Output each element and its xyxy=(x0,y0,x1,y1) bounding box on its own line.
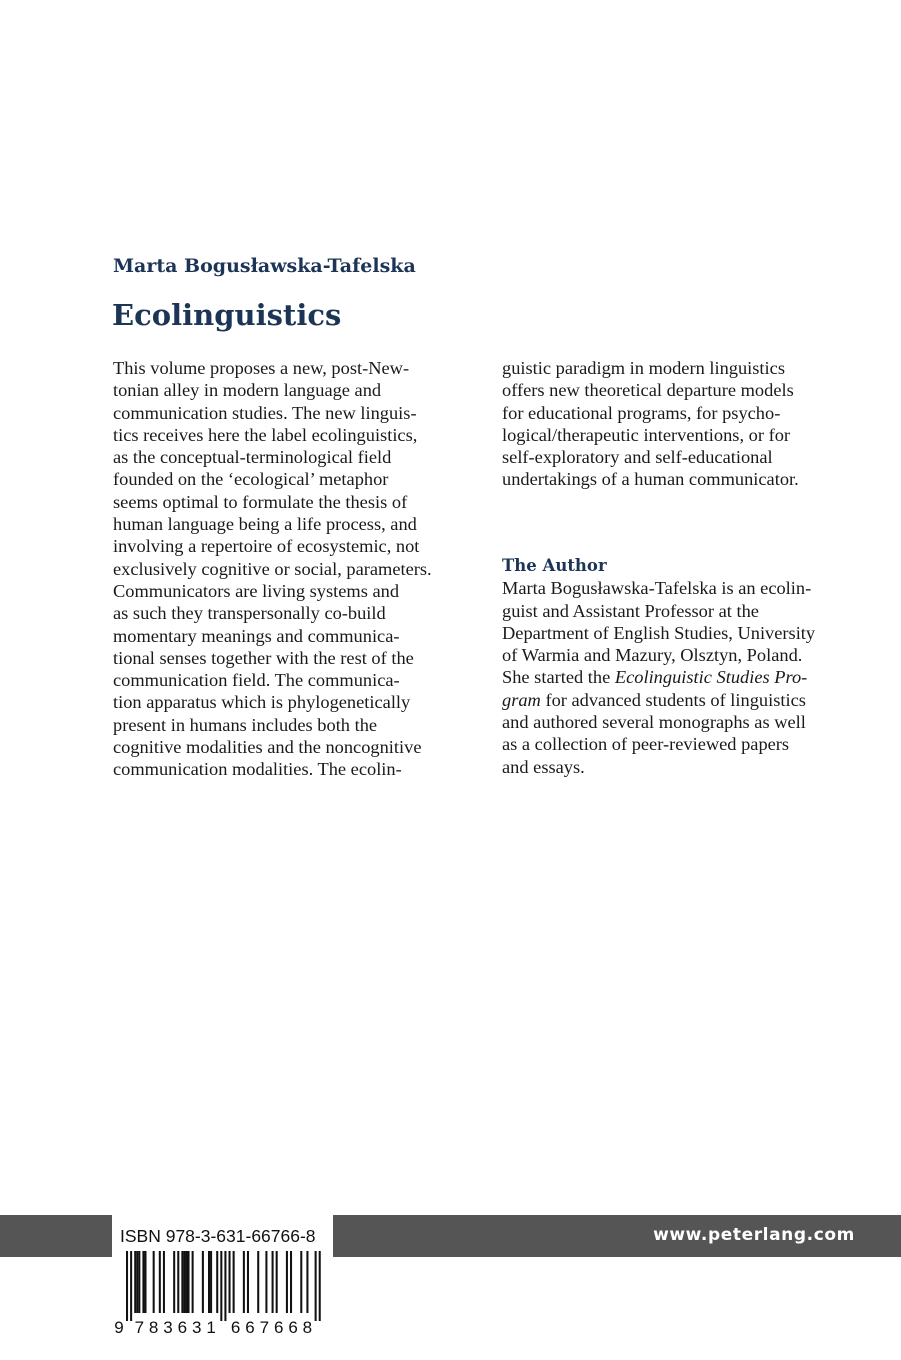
description-line: as the conceptual-terminological field xyxy=(113,447,392,468)
barcode-digit: 6 xyxy=(177,1318,188,1336)
publisher-website: www.peterlang.com xyxy=(653,1225,855,1245)
description-line: exclusively cognitive or social, parameters. xyxy=(113,558,432,579)
barcode-bar xyxy=(247,1251,249,1313)
barcode-digit: 1 xyxy=(206,1318,216,1336)
barcode-guard-bar xyxy=(224,1251,226,1321)
book-title: Ecolinguistics xyxy=(112,298,342,332)
description-line: self-exploratory and self-educational xyxy=(502,447,773,468)
description-line: tonian alley in modern language and xyxy=(113,380,382,401)
barcode-digit: 6 xyxy=(230,1318,241,1336)
barcode-bar xyxy=(181,1251,183,1313)
description-line: seems optimal to formulate the thesis of xyxy=(113,491,408,512)
barcode-box xyxy=(112,1215,333,1336)
barcode-bar xyxy=(210,1251,212,1313)
barcode-guard-bar xyxy=(130,1251,132,1321)
barcode-digit: 7 xyxy=(134,1318,145,1336)
barcode-bar xyxy=(134,1251,136,1313)
description-line: as such they transpersonally co-build xyxy=(113,603,386,624)
about-author-heading: The Author xyxy=(502,556,607,575)
description-line: guistic paradigm in modern linguistics xyxy=(502,358,785,378)
barcode-bar xyxy=(177,1251,179,1313)
author-bio-text: for advanced students of linguistics xyxy=(540,689,806,710)
description-line: Communicators are living systems and xyxy=(113,580,400,601)
barcode-bar xyxy=(185,1251,187,1313)
barcode-bar xyxy=(188,1251,190,1313)
barcode-bar xyxy=(286,1251,288,1313)
barcode-digit: 3 xyxy=(163,1318,173,1336)
description-line: offers new theoretical departure models xyxy=(502,380,794,401)
description-line: This volume proposes a new, post-New- xyxy=(113,358,410,378)
barcode-bar xyxy=(142,1251,144,1313)
description-line: tics receives here the label ecolinguistics, xyxy=(113,424,418,445)
description-line: founded on the ‘ecological’ metaphor xyxy=(113,469,389,490)
description-line: tional senses together with the rest of the xyxy=(113,647,414,668)
author-bio-line xyxy=(502,689,872,711)
barcode-bar xyxy=(144,1251,146,1313)
description-line: communication studies. The new linguis- xyxy=(113,402,417,423)
barcode-bar xyxy=(208,1251,210,1313)
description-line: communication field. The communica- xyxy=(113,670,400,691)
description-line: communication modalities. The ecolin- xyxy=(113,759,402,780)
author-bio-line xyxy=(502,666,872,688)
program-name-italic: gram xyxy=(502,689,541,710)
description-line: tion apparatus which is phylogenetically xyxy=(113,692,411,713)
barcode-bar xyxy=(159,1251,161,1313)
barcode-digit: 7 xyxy=(259,1318,270,1336)
barcode-bar xyxy=(229,1251,231,1313)
description-line: momentary meanings and communica- xyxy=(113,625,400,646)
barcode-digit: 8 xyxy=(302,1318,313,1336)
description-left-column xyxy=(113,357,473,781)
barcode xyxy=(112,1215,333,1336)
barcode-guard-bar xyxy=(319,1251,321,1321)
description-line: involving a repertoire of ecosystemic, not xyxy=(113,536,420,557)
author-bio-line: guist and Assistant Professor at the xyxy=(502,600,759,621)
author-bio-line: Department of English Studies, University xyxy=(502,622,816,643)
barcode-bar xyxy=(306,1251,308,1313)
description-line: human language being a life process, and xyxy=(113,514,417,535)
barcode-guard-bar xyxy=(315,1251,317,1321)
barcode-guard-bar xyxy=(220,1251,222,1321)
barcode-bar xyxy=(265,1251,267,1313)
author-bio-line: Marta Bogusławska-Tafelska is an ecolin- xyxy=(502,578,812,599)
barcode-bar xyxy=(257,1251,259,1313)
author-bio-line: of Warmia and Mazury, Olsztyn, Poland. xyxy=(502,645,803,666)
about-author-section xyxy=(502,555,872,778)
barcode-bar xyxy=(192,1251,194,1313)
author-bio-line: as a collection of peer-reviewed papers xyxy=(502,734,790,755)
description-line: logical/therapeutic interventions, or for xyxy=(502,424,791,445)
barcode-digit: 9 xyxy=(114,1318,124,1336)
barcode-bar xyxy=(183,1251,185,1313)
barcode-digit: 6 xyxy=(245,1318,255,1336)
author-name: Marta Bogusławska-Tafelska xyxy=(113,255,416,277)
author-bio-text: She started the xyxy=(502,667,615,688)
barcode-bar xyxy=(202,1251,204,1313)
barcode-bar xyxy=(216,1251,218,1313)
barcode-bar xyxy=(272,1251,274,1313)
barcode-digit: 6 xyxy=(288,1318,298,1336)
barcode-bar xyxy=(233,1251,235,1313)
barcode-bar xyxy=(300,1251,302,1313)
description-line: for educational programs, for psycho- xyxy=(502,402,781,423)
author-bio-line: and authored several monographs as well xyxy=(502,712,806,733)
description-line: present in humans includes both the xyxy=(113,714,378,735)
barcode-bar xyxy=(173,1251,175,1313)
barcode-guard-bar xyxy=(126,1251,128,1321)
barcode-bar xyxy=(276,1251,278,1313)
barcode-digit: 3 xyxy=(191,1318,202,1336)
program-name-italic: Ecolinguistic Studies Pro- xyxy=(614,667,808,688)
description-right-column xyxy=(502,357,862,491)
barcode-digit: 6 xyxy=(273,1318,284,1336)
barcode-digit: 8 xyxy=(148,1318,159,1336)
barcode-bar xyxy=(243,1251,245,1313)
barcode-bar xyxy=(136,1251,138,1313)
isbn-label: ISBN 978-3-631-66766-8 xyxy=(120,1226,316,1246)
description-line: cognitive modalities and the noncognitive xyxy=(113,737,422,758)
barcode-bar xyxy=(153,1251,155,1313)
barcode-bar xyxy=(163,1251,165,1313)
author-bio-line: and essays. xyxy=(502,756,585,777)
barcode-bar xyxy=(290,1251,292,1313)
description-line: undertakings of a human communicator. xyxy=(502,469,799,490)
barcode-bar xyxy=(138,1251,140,1313)
